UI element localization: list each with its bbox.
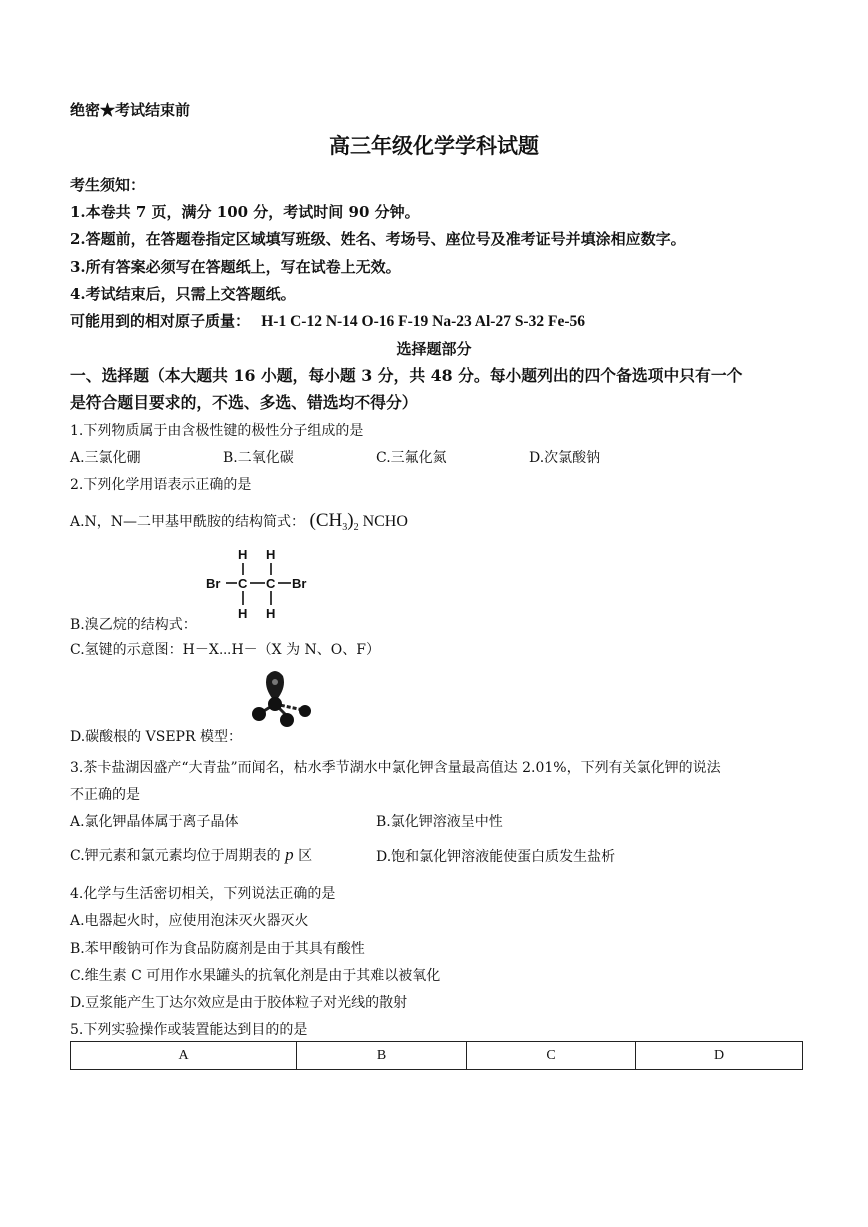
q1-option-a: A.三氯化硼 (70, 450, 141, 466)
q3-stem-line1: 3.茶卡盐湖因盛产“大青盐”而闻名，枯水季节湖水中氯化钾含量最高值达 2.01%，下列有关氯化钾的说法 (70, 760, 721, 776)
q1-option-b: B.二氧化碳 (223, 450, 294, 466)
table-row (71, 1042, 803, 1070)
formula-sub-3: 3 (342, 522, 348, 534)
table-header-c: C (467, 1042, 636, 1070)
q2-stem: 2.下列化学用语表示正确的是 (70, 477, 252, 493)
c-atom: C (238, 576, 248, 591)
q2-option-a (70, 510, 408, 533)
table-header-a: A (71, 1042, 297, 1070)
q3-option-a: A.氯化钾晶体属于离子晶体 (70, 814, 239, 830)
q4-option-c: C.维生素 C 可用作水果罐头的抗氧化剂是由于其难以被氧化 (70, 968, 441, 984)
q2-option-c: C.氢键的示意图：H－X⋯H－（X 为 N、O、F） (70, 642, 380, 658)
br-atom: Br (292, 576, 307, 591)
central-atom (268, 697, 282, 711)
page-title: 高三年级化学学科试题 (329, 133, 539, 158)
q2-option-b: B.溴乙烷的结构式： (70, 617, 197, 633)
oxygen-atom (299, 705, 311, 717)
q3-option-d: D.饱和氯化钾溶液能使蛋白质发生盐析 (376, 849, 616, 865)
oxygen-atom (280, 713, 294, 727)
atomic-masses-values: H-1 C-12 N-14 O-16 F-19 Na-23 Al-27 S-32 Fe-56 (261, 313, 585, 330)
br-atom: Br (206, 576, 221, 591)
q3-option-b: B.氯化钾溶液呈中性 (376, 814, 503, 830)
notice-item: 1.本卷共 7 页，满分 100 分，考试时间 90 分钟。 (70, 203, 420, 221)
oxygen-atom (252, 707, 266, 721)
q4-option-b: B.苯甲酸钠可作为食品防腐剂是由于其具有酸性 (70, 941, 365, 957)
h-atom: H (266, 606, 276, 621)
h-atom: H (266, 547, 276, 562)
q5-stem: 5.下列实验操作或装置能达到目的的是 (70, 1022, 308, 1038)
q3-stem-line2: 不正确的是 (70, 787, 140, 803)
table-header-d: D (636, 1042, 803, 1070)
section-intro-line1: 一、选择题（本大题共 16 小题，每小题 3 分，共 48 分。每小题列出的四个备选项中只有一个 (70, 366, 743, 385)
q4-stem: 4.化学与生活密切相关，下列说法正确的是 (70, 886, 336, 902)
atomic-masses-row (70, 310, 585, 331)
q1-stem: 1.下列物质属于由含极性键的极性分子组成的是 (70, 423, 364, 439)
section-intro-line2: 是符合题目要求的，不选、多选、错选均不得分） (70, 393, 418, 412)
dmf-formula (309, 510, 408, 534)
c-atom: C (266, 576, 276, 591)
highlight-dot (272, 679, 278, 685)
q3-option-c-suffix: 区 (298, 848, 313, 864)
q4-option-d: D.豆浆能产生丁达尔效应是由于胶体粒子对光线的散射 (70, 995, 408, 1011)
q1-option-c: C.三氟化氮 (376, 450, 447, 466)
notice-item: 2.答题前，在答题卷指定区域填写班级、姓名、考场号、座位号及准考证号并填涂相应数字。 (70, 230, 686, 248)
section-title: 选择题部分 (396, 340, 472, 358)
notice-item: 4.考试结束后，只需上交答题纸。 (70, 285, 296, 303)
q4-option-a: A.电器起火时，应使用泡沫灭火器灭火 (70, 913, 309, 929)
q2-option-d: D.碳酸根的 VSEPR 模型： (70, 729, 242, 745)
table-header-b: B (297, 1042, 467, 1070)
atomic-masses-label: 可能用到的相对原子质量： (70, 312, 251, 330)
q1-option-d: D.次氯酸钠 (529, 450, 601, 466)
formula-tail: NCHO (358, 513, 408, 530)
formula-paren-close: ) (347, 510, 354, 531)
carbonate-vsepr-model-image (245, 668, 317, 730)
notice-item: 3.所有答案必须写在答题纸上，写在试卷上无效。 (70, 258, 401, 276)
q3-option-c (70, 845, 312, 865)
notice-heading: 考生须知： (70, 176, 146, 194)
h-atom: H (238, 606, 248, 621)
q5-options-table (70, 1041, 803, 1070)
q2-option-a-text: A.N，N—二甲基甲酰胺的结构简式： (70, 514, 306, 530)
formula-paren-open: (CH (309, 510, 343, 531)
h-atom: H (238, 547, 248, 562)
q3-option-c-text: C.钾元素和氯元素均位于周期表的 (70, 848, 281, 864)
confidential-label: 绝密★考试结束前 (70, 101, 191, 119)
bromoethane-structure (204, 544, 316, 626)
formula-sub-2: 2 (353, 522, 359, 534)
p-block-symbol: p (285, 845, 294, 864)
